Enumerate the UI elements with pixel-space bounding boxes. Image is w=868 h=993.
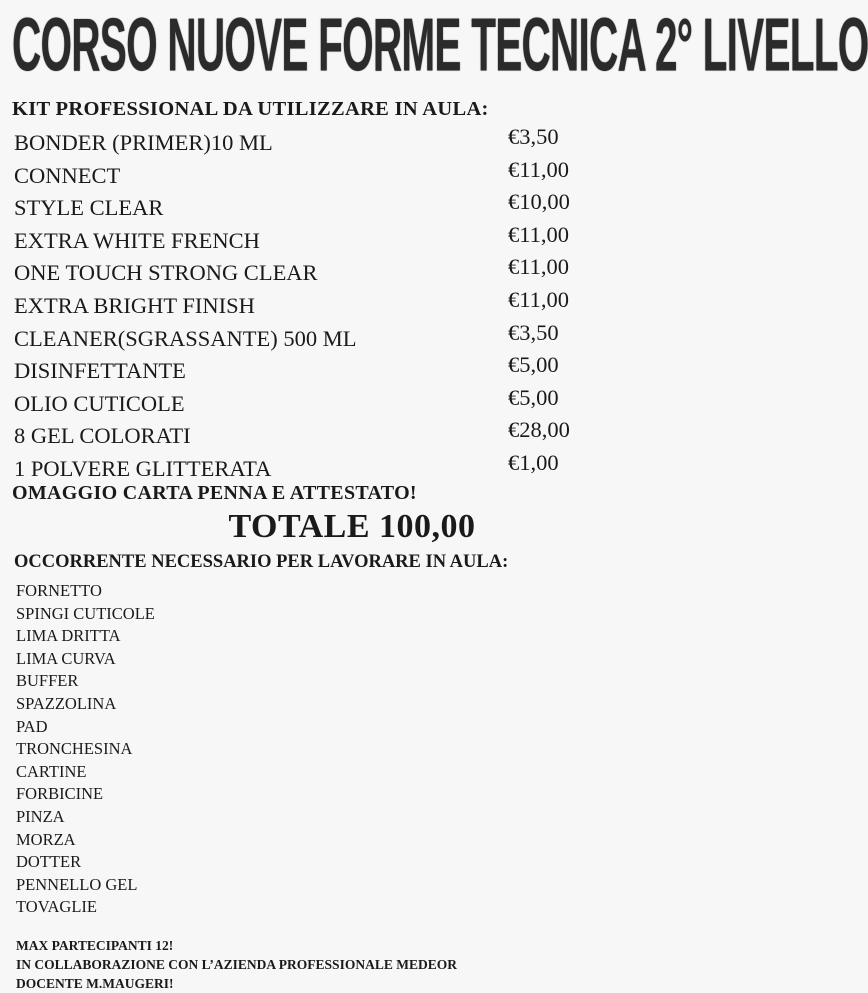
tool-item: PINZA [16,806,65,826]
kit-item [14,191,614,224]
kit-item-price: €3,50 [508,319,559,345]
kit-item [14,221,614,257]
tool-item: LIMA DRITTA [16,626,121,646]
footer-notes [16,936,457,993]
gift-note: OMAGGIO CARTA PENNA E ATTESTATO! [12,482,417,504]
kit-item-name: CONNECT [14,162,121,188]
kit-item [14,256,614,289]
tool-item: SPAZZOLINA [16,693,117,713]
tool-item: DOTTER [16,852,82,872]
tool-item: MORZA [16,829,76,849]
tool-item: PENNELLO GEL [16,874,138,894]
kit-item-name: STYLE CLEAR [14,195,164,221]
kit-item-name: 8 GEL COLORATI [14,423,191,449]
kit-item [14,419,614,452]
tool-item: FORNETTO [16,581,102,600]
kit-item-name: CLEANER(SGRASSANTE) 500 ML [14,325,357,351]
tool-item: LIMA CURVA [16,648,116,668]
kit-price-list [14,126,614,485]
kit-item-name: DISINFETTANTE [14,358,186,384]
tool-item: FORBICINE [16,784,104,804]
kit-item-price: €28,00 [508,417,570,443]
kit-item-price: €1,00 [508,449,559,475]
tool-item: TRONCHESINA [16,739,133,759]
tools-heading: OCCORRENTE NECESSARIO PER LAVORARE IN AULA: [14,552,509,572]
kit-item-price: €3,50 [508,124,559,149]
max-participants-note: MAX PARTECIPANTI 12! [16,938,174,953]
kit-item-name: 1 POLVERE GLITTERATA [14,455,272,481]
kit-item-price: €11,00 [508,221,570,247]
kit-item-name: EXTRA WHITE FRENCH [14,227,260,253]
kit-item-name: ONE TOUCH STRONG CLEAR [14,260,318,286]
tools-list [16,580,155,919]
tool-item: PAD [16,716,48,736]
kit-item-name: EXTRA BRIGHT FINISH [14,292,255,318]
kit-item [14,384,614,420]
kit-item [14,286,614,322]
kit-item [14,319,614,355]
tool-item: SPINGI CUTICOLE [16,603,155,623]
kit-item-name: BONDER (PRIMER)10 ML [14,130,273,155]
kit-item-price: €10,00 [508,189,570,215]
kit-item-price: €11,00 [508,254,570,280]
kit-item [14,354,614,387]
tool-item: TOVAGLIE [16,897,97,917]
kit-item-price: €5,00 [508,384,559,410]
kit-item [14,449,614,485]
total-price: TOTALE 100,00 [228,508,476,545]
tool-item: CARTINE [16,761,87,781]
kit-item-name: OLIO CUTICOLE [14,390,185,416]
collaboration-note: IN COLLABORAZIONE CON L’AZIENDA PROFESSIONALE MEDEOR [16,957,457,972]
kit-heading: KIT PROFESSIONAL DA UTILIZZARE IN AULA: [12,98,489,120]
kit-item-price: €11,00 [508,286,570,312]
kit-item-price: €5,00 [508,352,559,378]
kit-item [14,156,614,192]
page-title: CORSO NUOVE FORME TECNICA 2° LIVELLO [12,3,868,88]
teacher-note: DOCENTE M.MAUGERI! [16,976,174,991]
kit-item [14,126,614,159]
tool-item: BUFFER [16,671,79,691]
kit-item-price: €11,00 [508,156,570,182]
